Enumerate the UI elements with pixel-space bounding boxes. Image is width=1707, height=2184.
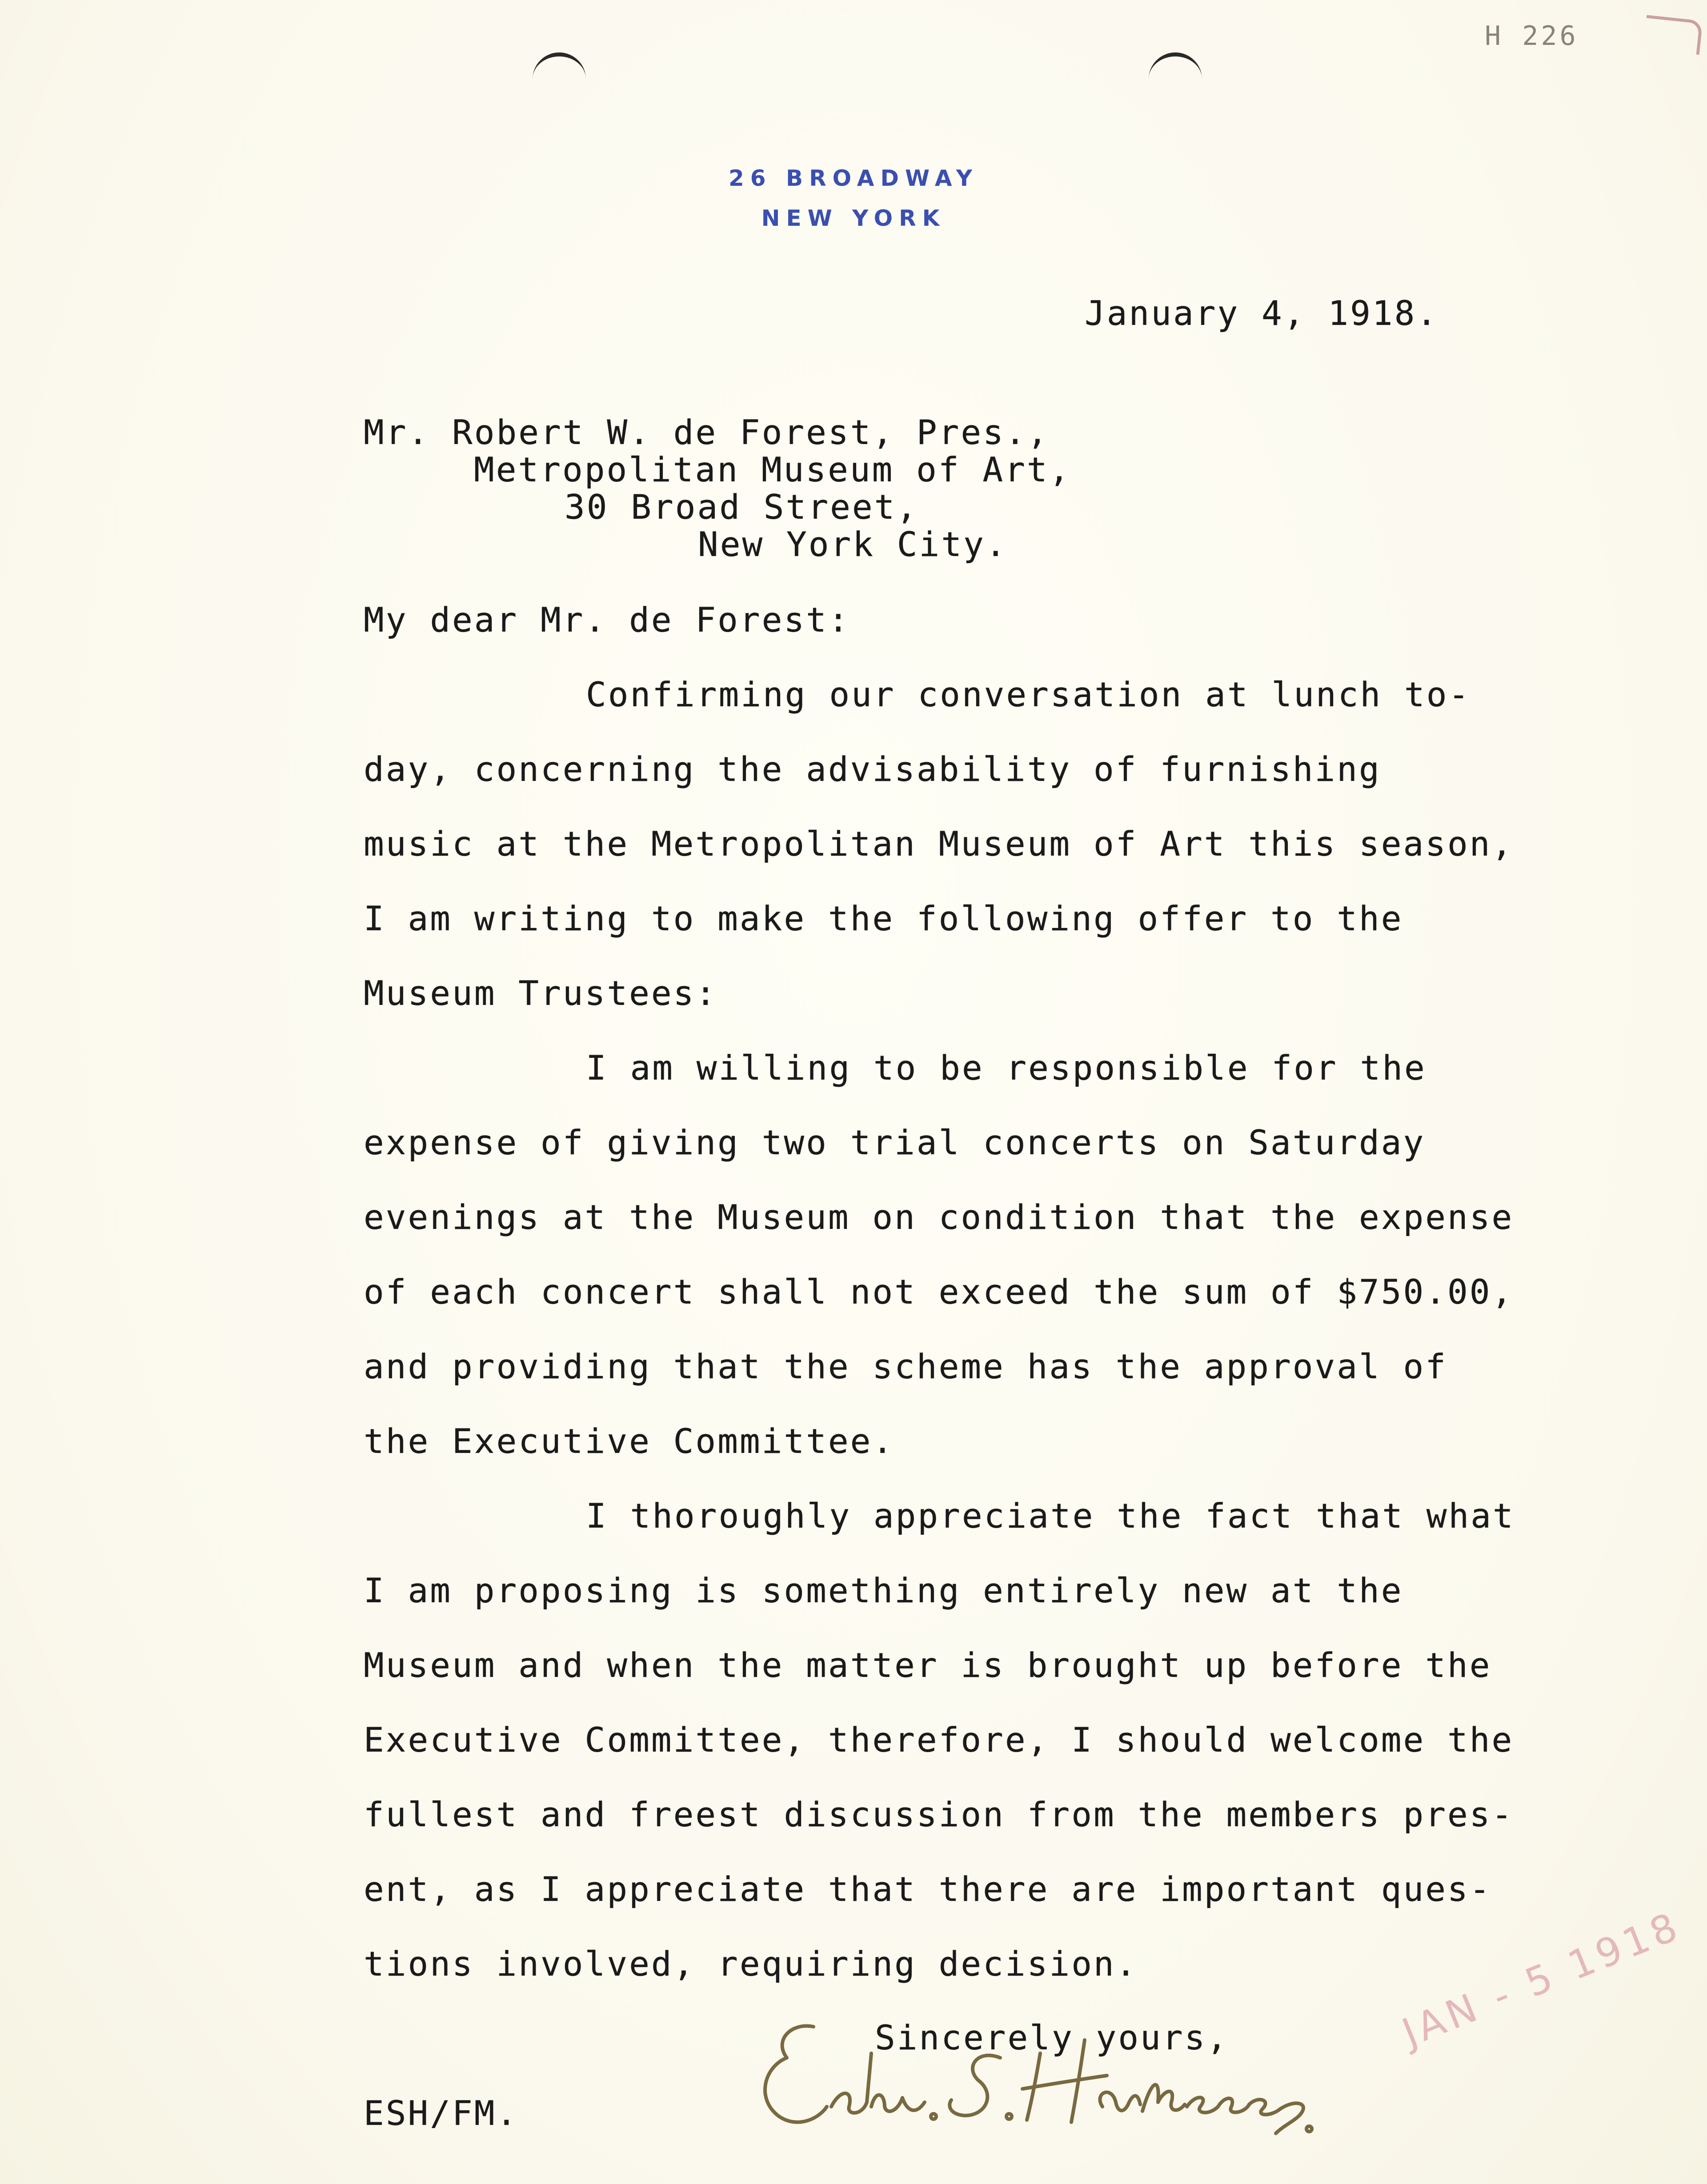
- body-line: Executive Committee, therefore, I should welcome the: [364, 1720, 1514, 1760]
- body-line: expense of giving two trial concerts on Saturday: [364, 1123, 1426, 1162]
- body-line: day, concerning the advisability of furnishing: [364, 749, 1381, 789]
- body-line: ent, as I appreciate that there are important ques-: [364, 1869, 1492, 1909]
- body-line: and providing that the scheme has the approval of: [364, 1347, 1448, 1386]
- body-line: evenings at the Museum on condition that the expense: [364, 1197, 1514, 1237]
- address-line-2: Metropolitan Museum of Art,: [474, 450, 1071, 489]
- body-line: of each concert shall not exceed the sum of $750.00,: [364, 1272, 1514, 1312]
- body-line: the Executive Committee.: [364, 1421, 895, 1461]
- closing: Sincerely yours,: [875, 2018, 1229, 2057]
- address-line-1: Mr. Robert W. de Forest, Pres.,: [364, 412, 1050, 452]
- punch-hole-mark-left: [533, 52, 586, 83]
- body-line: Confirming our conversation at lunch to-: [586, 675, 1471, 714]
- received-date-stamp: JAN - 5 1918: [1396, 1902, 1688, 2056]
- typist-initials: ESH/FM.: [364, 2093, 519, 2133]
- letterhead-city: NEW YORK: [761, 205, 946, 231]
- body-line: I am willing to be responsible for the: [586, 1048, 1427, 1088]
- body-line: music at the Metropolitan Museum of Art this season,: [364, 824, 1514, 864]
- body-line: I am proposing is something entirely new at the: [364, 1571, 1403, 1610]
- letter-date: January 4, 1918.: [1085, 293, 1439, 333]
- body-line: Museum and when the matter is brought up before the: [364, 1645, 1492, 1685]
- file-mark: H 226: [1485, 20, 1579, 52]
- punch-hole-mark-right: [1149, 52, 1202, 83]
- body-line: fullest and freest discussion from the members pres-: [364, 1795, 1514, 1834]
- letterhead-street: 26 BROADWAY: [729, 165, 978, 191]
- body-line: Museum Trustees:: [364, 973, 718, 1013]
- address-line-3: 30 Broad Street,: [565, 487, 919, 527]
- body-line: I am writing to make the following offer to the: [364, 899, 1403, 938]
- corner-pencil-mark: [1643, 15, 1703, 55]
- body-line: tions involved, requiring decision.: [364, 1944, 1138, 1984]
- address-line-4: New York City.: [698, 524, 1008, 564]
- signature: [738, 2000, 1316, 2147]
- salutation: My dear Mr. de Forest:: [364, 600, 850, 640]
- body-line: I thoroughly appreciate the fact that what: [586, 1496, 1515, 1536]
